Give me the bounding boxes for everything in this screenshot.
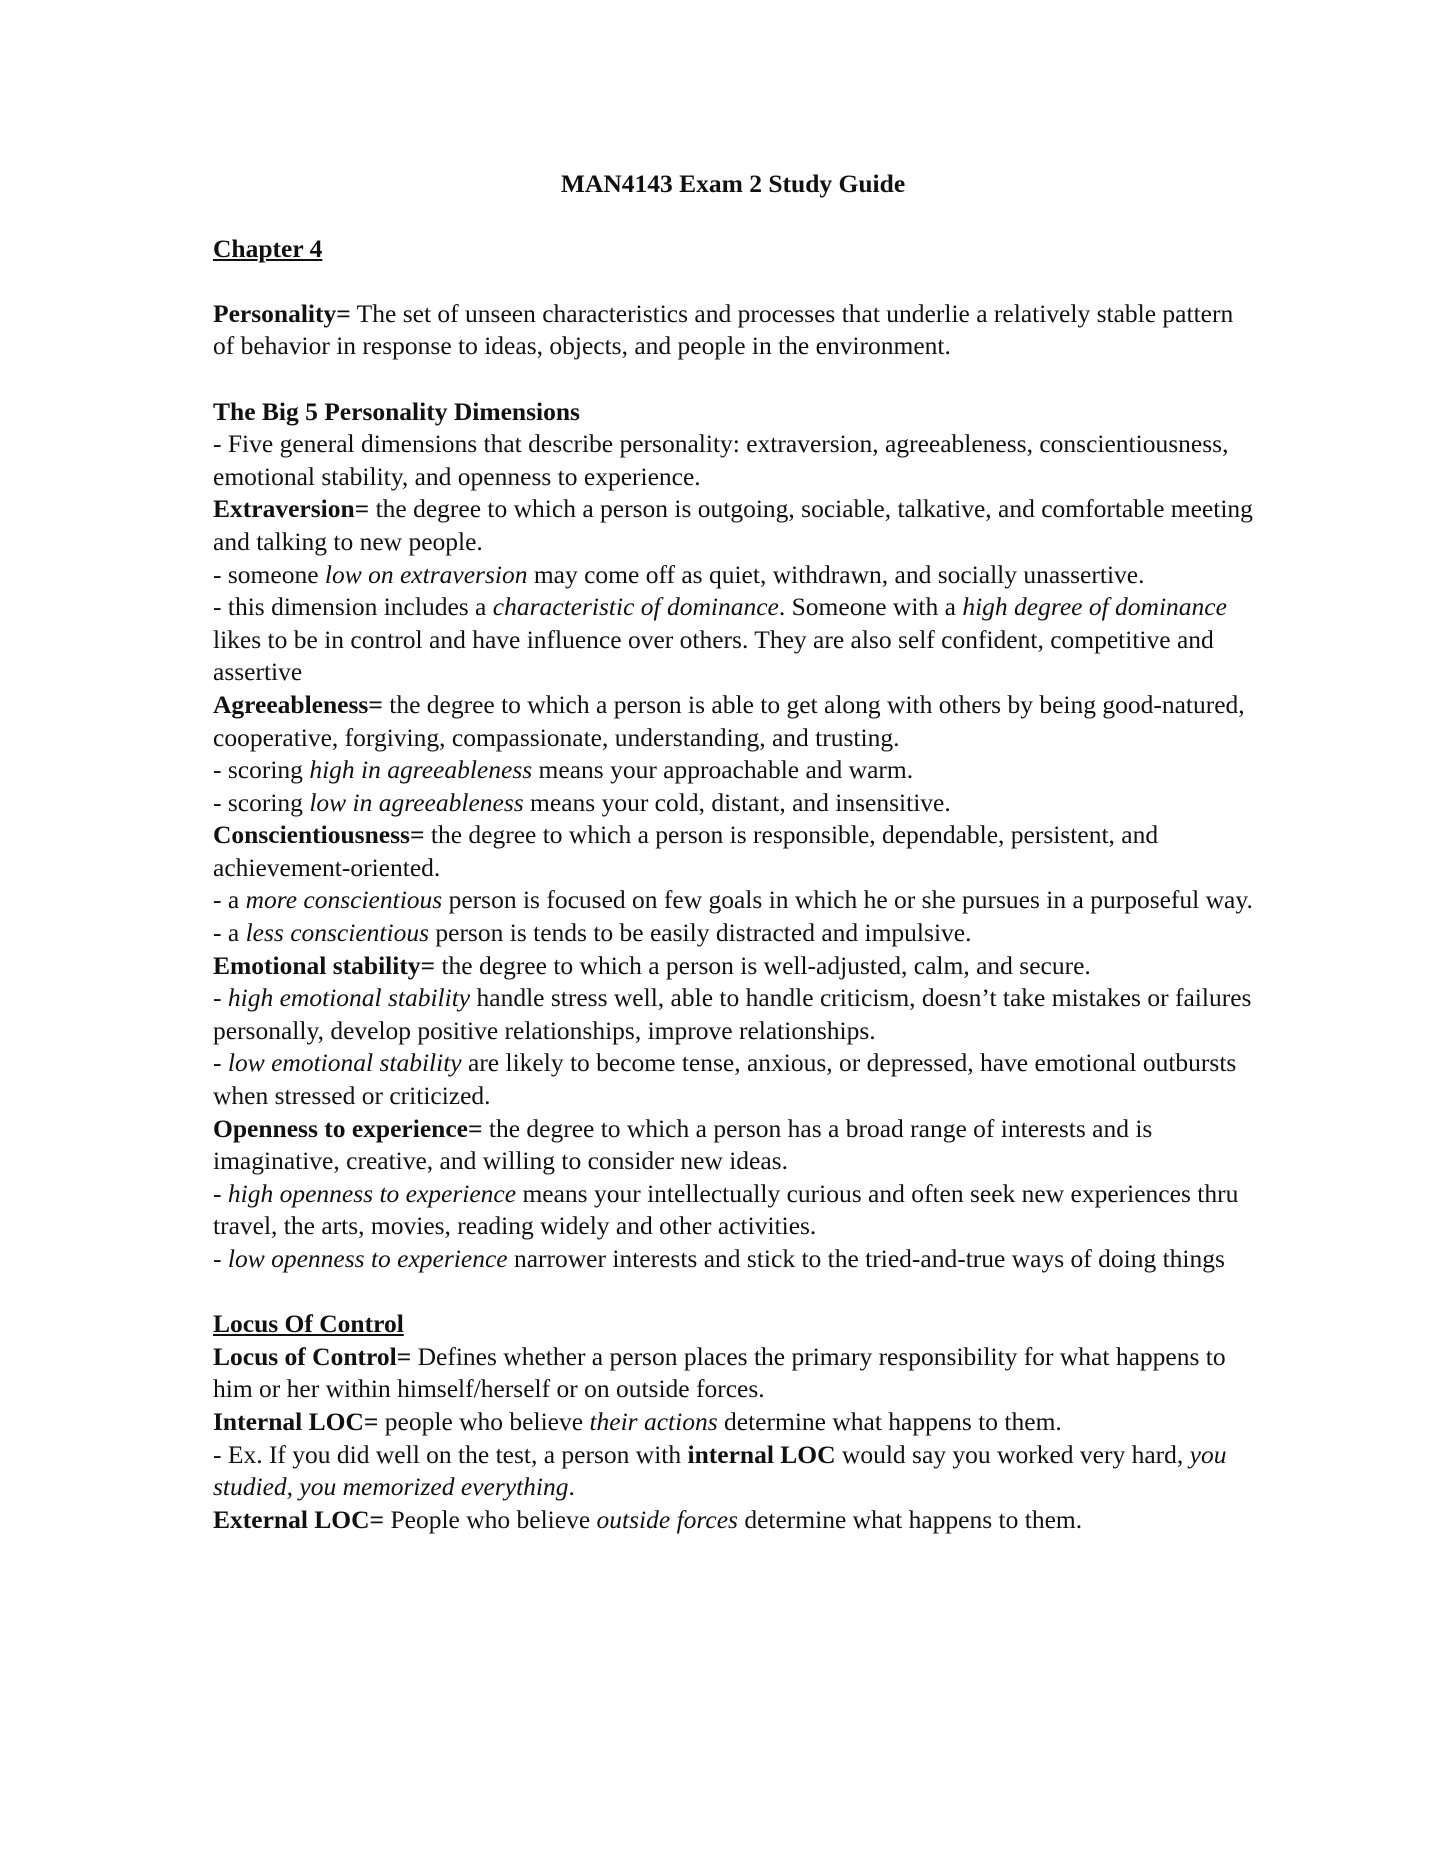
text-run: - a bbox=[213, 918, 246, 948]
text-run: means your cold, distant, and insensitive. bbox=[523, 787, 951, 817]
big5-heading bbox=[213, 396, 1253, 429]
text-run: - someone bbox=[213, 559, 325, 589]
loc-heading-text: Locus Of Control bbox=[213, 1309, 404, 1339]
loc-term: Locus of Control= bbox=[213, 1341, 412, 1371]
agreeableness-low bbox=[213, 787, 1253, 820]
italic-run: outside forces bbox=[596, 1504, 738, 1534]
emotional-stability-high bbox=[213, 982, 1253, 1047]
emotional-stability-definition bbox=[213, 950, 1253, 983]
text-run: person is focused on few goals in which he or she pursues in a purposeful way. bbox=[442, 885, 1253, 915]
text-run: means your intellectually curious and often seek new experiences thru travel, the arts, movies, reading widely and other activities. bbox=[213, 1178, 1239, 1241]
openness-def: the degree to which a person has a broad range of interests and is imaginative, creative, and willing to consider new ideas. bbox=[213, 1113, 1153, 1176]
agreeableness-def: the degree to which a person is able to get along with others by being good-natured, cooperative, forgiving, compassionate, understanding, and trusting. bbox=[213, 689, 1245, 752]
big5-heading-text: The Big 5 Personality Dimensions bbox=[213, 396, 580, 426]
text-run: may come off as quiet, withdrawn, and socially unassertive. bbox=[527, 559, 1145, 589]
italic-run: their actions bbox=[589, 1406, 718, 1436]
conscientiousness-more bbox=[213, 884, 1253, 917]
text-run: - a bbox=[213, 885, 246, 915]
extraversion-low bbox=[213, 559, 1253, 592]
agreeableness-high bbox=[213, 754, 1253, 787]
internal-loc-definition bbox=[213, 1406, 1253, 1439]
personality-definition bbox=[213, 298, 1253, 363]
document-page bbox=[213, 168, 1253, 1536]
text-run: - bbox=[213, 1048, 228, 1078]
text-run: - scoring bbox=[213, 787, 310, 817]
text-run: means your approachable and warm. bbox=[532, 755, 914, 785]
italic-run: high openness to experience bbox=[227, 1178, 517, 1208]
chapter-heading bbox=[213, 233, 1253, 266]
text-run: - this dimension includes a bbox=[213, 592, 493, 622]
loc-definition bbox=[213, 1341, 1253, 1406]
extraversion-def: the degree to which a person is outgoing, sociable, talkative, and comfortable meeting and talking to new people. bbox=[213, 494, 1253, 556]
conscientiousness-definition bbox=[213, 819, 1253, 884]
text-run: People who believe bbox=[384, 1504, 597, 1534]
italic-run: low emotional stability bbox=[227, 1048, 462, 1078]
text-run: - scoring bbox=[213, 755, 310, 785]
italic-run: high degree of dominance bbox=[962, 592, 1227, 622]
openness-low bbox=[213, 1243, 1253, 1276]
italic-run: high emotional stability bbox=[227, 983, 471, 1013]
openness-definition bbox=[213, 1113, 1253, 1178]
italic-run: characteristic of dominance bbox=[492, 592, 779, 622]
text-run: narrower interests and stick to the tried-and-true ways of doing things bbox=[507, 1244, 1225, 1273]
spacer bbox=[213, 1276, 1253, 1309]
spacer bbox=[213, 265, 1253, 298]
text-run: people who believe bbox=[378, 1406, 590, 1436]
big5-intro: - Five general dimensions that describe personality: extraversion, agreeableness, conscientiousness, emotional stability, and openness to experience. bbox=[213, 429, 1229, 491]
italic-run: low on extraversion bbox=[324, 559, 528, 589]
text-run: are likely to become tense, anxious, or depressed, have emotional outbursts when stressed or criticized. bbox=[213, 1048, 1237, 1111]
extraversion-definition bbox=[213, 493, 1253, 558]
external-loc-definition bbox=[213, 1504, 1253, 1537]
text-run: person is tends to be easily distracted and impulsive. bbox=[429, 918, 972, 948]
conscientiousness-def: the degree to which a person is responsible, dependable, persistent, and achievement-oriented. bbox=[213, 820, 1159, 882]
italic-run: high in agreeableness bbox=[309, 755, 533, 785]
agreeableness-term: Agreeableness= bbox=[213, 689, 383, 719]
spacer bbox=[213, 363, 1253, 396]
agreeableness-definition bbox=[213, 689, 1253, 754]
text-run: - Ex. If you did well on the test, a person with bbox=[213, 1439, 688, 1469]
conscientiousness-term: Conscientiousness= bbox=[213, 820, 425, 850]
italic-run: you studied, you memorized everything bbox=[213, 1439, 1227, 1502]
italic-run: less conscientious bbox=[245, 918, 429, 948]
emotional-stability-term: Emotional stability= bbox=[213, 950, 436, 980]
italic-run: low in agreeableness bbox=[309, 787, 524, 817]
text-run: - bbox=[213, 983, 228, 1013]
external-loc-term: External LOC= bbox=[213, 1504, 385, 1534]
openness-term: Openness to experience= bbox=[213, 1113, 483, 1143]
loc-heading bbox=[213, 1308, 1253, 1341]
conscientiousness-less bbox=[213, 917, 1253, 950]
text-run: . Someone with a bbox=[778, 592, 963, 622]
bold-run: internal LOC bbox=[687, 1439, 836, 1469]
chapter-heading-text: Chapter 4 bbox=[213, 233, 323, 263]
loc-def: Defines whether a person places the primary responsibility for what happens to him or her within himself/herself or on outside forces. bbox=[213, 1341, 1226, 1404]
personality-def: The set of unseen characteristics and processes that underlie a relatively stable pattern of behavior in response to ideas, objects, and people in the environment. bbox=[213, 298, 1234, 361]
document-title: MAN4143 Exam 2 Study Guide bbox=[560, 169, 906, 198]
italic-run: more conscientious bbox=[245, 885, 443, 915]
emotional-stability-low bbox=[213, 1047, 1253, 1112]
extraversion-term: Extraversion= bbox=[213, 494, 370, 524]
text-run: - bbox=[213, 1244, 228, 1273]
internal-loc-example bbox=[213, 1439, 1253, 1504]
text-run: . bbox=[568, 1472, 575, 1502]
openness-high bbox=[213, 1178, 1253, 1243]
text-run: determine what happens to them. bbox=[737, 1504, 1083, 1534]
extraversion-dominance bbox=[213, 591, 1253, 689]
emotional-stability-def: the degree to which a person is well-adjusted, calm, and secure. bbox=[435, 950, 1091, 980]
text-run: determine what happens to them. bbox=[717, 1406, 1062, 1436]
personality-term: Personality= bbox=[213, 298, 351, 328]
text-run: handle stress well, able to handle criticism, doesn’t take mistakes or failures personally, develop positive relationships, improve relationships. bbox=[213, 983, 1252, 1045]
text-run: likes to be in control and have influence over others. They are also self confident, competitive and assertive bbox=[213, 624, 1214, 687]
internal-loc-term: Internal LOC= bbox=[213, 1406, 379, 1436]
italic-run: low openness to experience bbox=[227, 1244, 508, 1273]
text-run: would say you worked very hard, bbox=[835, 1439, 1190, 1469]
text-run: - bbox=[213, 1178, 228, 1208]
